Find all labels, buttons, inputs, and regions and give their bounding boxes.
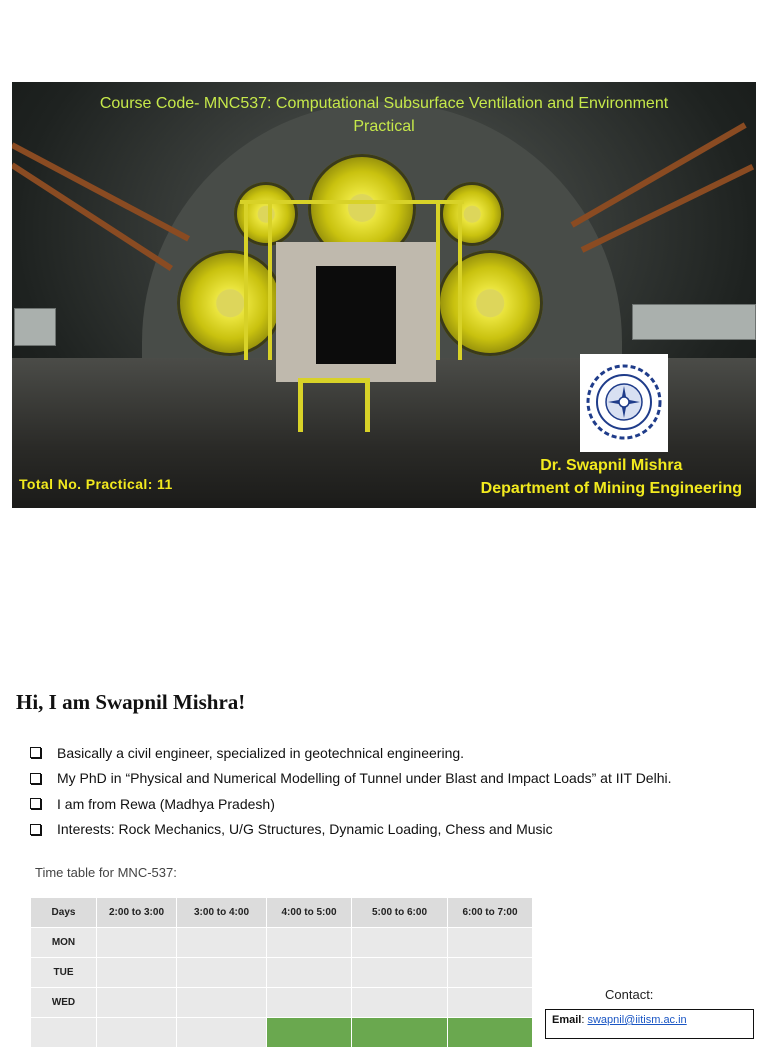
intro-bullet-list: [30, 740, 671, 842]
author-block: [481, 454, 742, 500]
ventilation-fan-right: [437, 250, 543, 356]
contact-label: Contact:: [605, 987, 654, 1002]
table-row: [31, 958, 533, 988]
bullet-text: My PhD in “Physical and Numerical Modelling of Tunnel under Blast and Impact Loads” at IIT Delhi.: [57, 770, 672, 787]
header-slot: 2:00 to 3:00: [97, 898, 177, 928]
checkbox-bullet-icon: [30, 773, 41, 784]
email-label: Email: [552, 1014, 582, 1026]
slot-cell: [97, 958, 177, 988]
barrier-left: [298, 378, 303, 432]
checkbox-bullet-icon: [30, 824, 41, 835]
slot-cell: [97, 988, 177, 1018]
table-row: [31, 928, 533, 958]
slot-cell: [352, 988, 448, 1018]
ventilation-fan-small-right: [440, 182, 504, 246]
bullet-text: Basically a civil engineer, specialized in geotechnical engineering.: [57, 744, 465, 761]
greeting-heading: Hi, I am Swapnil Mishra!: [16, 690, 246, 714]
contact-box: Email: swapnil@iitism.ac.in: [545, 1009, 754, 1039]
slot-cell: [267, 958, 352, 988]
tunnel-doorway: [316, 266, 396, 364]
department-name: Department of Mining Engineering: [480, 480, 742, 497]
scheduled-slot: [267, 1018, 352, 1048]
electrical-cabinet-right: [632, 304, 756, 340]
email-link[interactable]: swapnil@iitism.ac.in: [587, 1014, 687, 1026]
timetable-header-row: [31, 898, 533, 928]
scheduled-slot: [448, 1018, 533, 1048]
slot-cell: [177, 1018, 267, 1048]
slot-cell: [352, 958, 448, 988]
bullet-item: [30, 817, 671, 843]
slot-cell: [448, 958, 533, 988]
ladder-right-2: [458, 200, 462, 360]
day-label: TUE: [31, 958, 97, 988]
bullet-text: I am from Rewa (Madhya Pradesh): [57, 795, 275, 812]
timetable: [30, 897, 533, 1048]
slot-cell: [97, 1018, 177, 1048]
electrical-cabinet-left: [14, 308, 56, 346]
header-slot: 6:00 to 7:00: [448, 898, 533, 928]
slot-cell: [448, 988, 533, 1018]
bullet-item: [30, 791, 671, 817]
institute-logo: [580, 354, 668, 452]
checkbox-bullet-icon: [30, 798, 41, 809]
slot-cell: [267, 988, 352, 1018]
slot-cell: [177, 928, 267, 958]
slot-cell: [448, 928, 533, 958]
course-banner: [12, 82, 756, 508]
ladder-left: [244, 200, 248, 360]
day-label: WED: [31, 988, 97, 1018]
header-days: Days: [31, 898, 97, 928]
header-slot: 4:00 to 5:00: [267, 898, 352, 928]
scheduled-slot: [352, 1018, 448, 1048]
timetable-title: Time table for MNC-537:: [35, 865, 177, 880]
header-slot: 3:00 to 4:00: [177, 898, 267, 928]
table-row: [31, 988, 533, 1018]
slot-cell: [97, 928, 177, 958]
railing-top: [240, 200, 464, 204]
slot-cell: [352, 928, 448, 958]
bullet-item: [30, 766, 671, 792]
slot-cell: [177, 988, 267, 1018]
barrier-top: [298, 378, 370, 383]
total-practicals: Total No. Practical: 11: [19, 476, 173, 492]
day-label: MON: [31, 928, 97, 958]
bullet-text: Interests: Rock Mechanics, U/G Structures, Dynamic Loading, Chess and Music: [57, 821, 553, 838]
table-row: [31, 1018, 533, 1048]
checkbox-bullet-icon: [30, 747, 41, 758]
author-name: Dr. Swapnil Mishra: [540, 457, 683, 474]
slot-cell: [177, 958, 267, 988]
slot-cell: [267, 928, 352, 958]
ladder-right: [436, 200, 440, 360]
day-label: [31, 1018, 97, 1048]
slide-title: Course Code- MNC537: Computational Subsurface Ventilation and Environment Practical: [99, 95, 669, 135]
ladder-left-2: [268, 200, 272, 360]
bullet-item: [30, 740, 671, 766]
barrier-right: [365, 378, 370, 432]
header-slot: 5:00 to 6:00: [352, 898, 448, 928]
institute-seal-icon: [585, 362, 663, 442]
